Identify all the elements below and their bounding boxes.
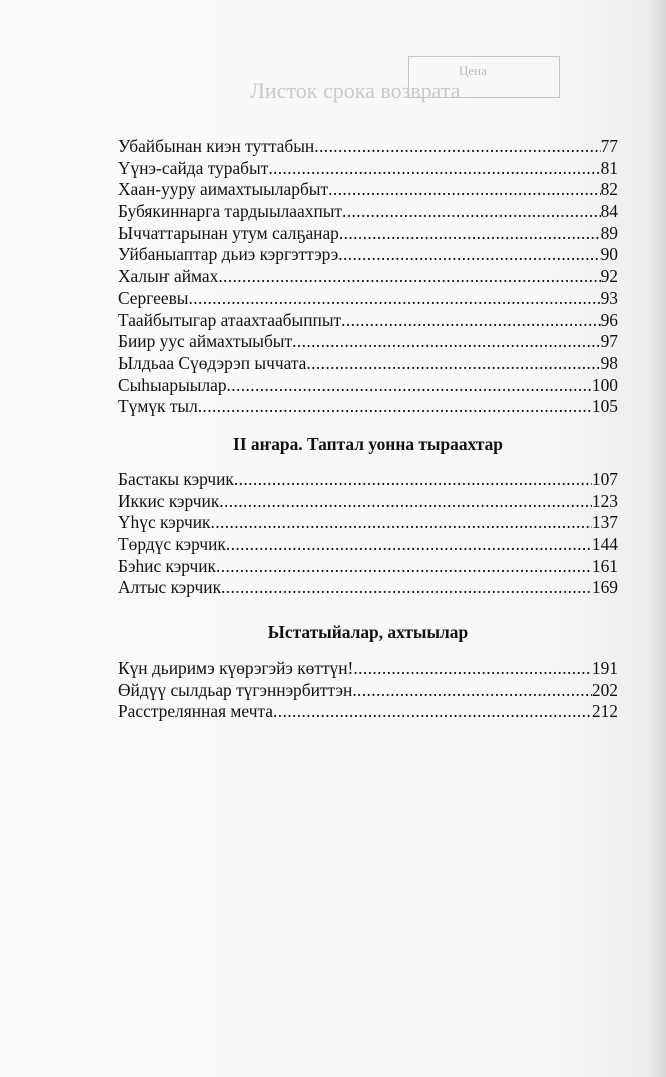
toc-entry bbox=[118, 201, 618, 223]
toc-entry-title: Расстрелянная мечта bbox=[118, 701, 273, 722]
toc-entry-title: Күн дьиримэ күөрэгэйэ көттүн! bbox=[118, 658, 354, 678]
dot-leader bbox=[342, 201, 601, 223]
toc-entry bbox=[118, 658, 618, 680]
toc-section-2 bbox=[118, 469, 618, 599]
toc-entry-title: Убайбынан киэн туттабын bbox=[118, 136, 315, 156]
price-stamp-label: Цена bbox=[459, 63, 487, 78]
toc-entry bbox=[118, 353, 618, 375]
bleed-through-header: Листок срока возврата bbox=[250, 78, 461, 103]
dot-leader bbox=[219, 491, 592, 513]
toc-entry-title: Сыһыарыылар bbox=[118, 374, 227, 395]
toc-entry-page: 90 bbox=[600, 244, 618, 265]
toc-entry-title: Ыччаттарынан утум салҕанар bbox=[118, 222, 339, 243]
dot-leader bbox=[218, 266, 600, 288]
dot-leader bbox=[221, 577, 592, 599]
dot-leader bbox=[216, 556, 592, 578]
toc-entry bbox=[118, 266, 618, 288]
dot-leader bbox=[306, 353, 600, 375]
toc-entry-page: 202 bbox=[591, 679, 618, 700]
toc-entry bbox=[118, 375, 618, 397]
toc-entry bbox=[118, 534, 618, 556]
toc-entry-title: Түмүк тыл bbox=[118, 396, 198, 417]
toc-entry-page: 98 bbox=[600, 352, 618, 373]
dot-leader bbox=[292, 331, 601, 353]
toc-entry-page: 81 bbox=[600, 157, 618, 178]
section-heading-3: Ыстатыйалар, ахтыылар bbox=[267, 622, 469, 642]
toc-entry-page: 161 bbox=[591, 555, 618, 576]
toc-entry bbox=[118, 491, 618, 513]
dot-leader bbox=[339, 223, 601, 245]
dot-leader bbox=[188, 288, 600, 310]
dot-leader bbox=[328, 179, 601, 201]
toc-entry-page: 191 bbox=[591, 658, 618, 678]
toc-entry bbox=[118, 158, 618, 180]
toc-entry bbox=[118, 469, 618, 491]
toc-entry-page: 96 bbox=[600, 309, 618, 330]
dot-leader bbox=[338, 244, 600, 266]
toc-entry bbox=[118, 223, 618, 245]
toc-section-3 bbox=[118, 658, 618, 723]
toc-entry bbox=[118, 680, 618, 702]
dot-leader bbox=[226, 534, 592, 556]
toc-section-1 bbox=[118, 136, 618, 418]
toc-entry-title: Төрдүс кэрчик bbox=[118, 534, 226, 555]
toc-entry bbox=[118, 136, 618, 158]
toc-entry bbox=[118, 512, 618, 534]
toc-entry-page: 93 bbox=[600, 287, 618, 308]
toc-entry-title: Таайбытыгар атаахтаабыппыт bbox=[118, 309, 342, 330]
toc-entry-page: 105 bbox=[591, 396, 618, 417]
toc-entry-title: Сергеевы bbox=[118, 287, 189, 308]
toc-entry-page: 137 bbox=[591, 512, 618, 533]
dot-leader bbox=[273, 701, 592, 723]
toc-entry-page: 107 bbox=[591, 469, 618, 489]
toc-entry bbox=[118, 396, 618, 418]
toc-entry bbox=[118, 244, 618, 266]
toc-entry-page: 82 bbox=[600, 179, 618, 200]
dot-leader bbox=[314, 136, 600, 158]
toc-entry-page: 92 bbox=[600, 266, 618, 287]
dot-leader bbox=[198, 396, 592, 418]
toc-entry-title: Бэһис кэрчик bbox=[118, 555, 216, 576]
dot-leader bbox=[227, 375, 592, 397]
toc-entry-title: Алтыс кэрчик bbox=[118, 577, 222, 598]
toc-entry-title: Үүнэ-сайда турабыт bbox=[118, 157, 269, 178]
toc-entry bbox=[118, 331, 618, 353]
toc-entry-title: Бастакы кэрчик bbox=[118, 469, 234, 489]
toc-entry-title: Өйдүү сылдьар түгэннэрбиттэн bbox=[118, 679, 353, 700]
price-stamp bbox=[408, 56, 560, 98]
toc-entry bbox=[118, 179, 618, 201]
toc-entry-title: Үһүс кэрчик bbox=[118, 512, 211, 533]
dot-leader bbox=[352, 680, 592, 702]
toc-entry-title: Ылдьаа Сүөдэрэп ыччата bbox=[118, 352, 307, 373]
toc-entry-page: 89 bbox=[600, 222, 618, 243]
toc-entry-title: Уйбаныаптар дьиэ кэргэттэрэ bbox=[118, 244, 339, 265]
toc-entry-title: Иккис кэрчик bbox=[118, 490, 220, 511]
toc-entry-page: 77 bbox=[600, 136, 618, 156]
dot-leader bbox=[210, 512, 591, 534]
toc-entry-page: 144 bbox=[591, 534, 618, 555]
toc-entry bbox=[118, 310, 618, 332]
dot-leader bbox=[234, 469, 592, 491]
section-heading-2: II аҥара. Таптал уонна тыраахтар bbox=[233, 434, 503, 454]
toc-entry bbox=[118, 556, 618, 578]
toc-entry bbox=[118, 288, 618, 310]
toc-entry-page: 212 bbox=[591, 701, 618, 722]
toc-entry bbox=[118, 701, 618, 723]
toc-entry bbox=[118, 577, 618, 599]
toc-entry-title: Хаан-ууру аимахтыыларбыт bbox=[118, 179, 329, 200]
dot-leader bbox=[341, 310, 601, 332]
toc-entry-page: 84 bbox=[600, 201, 618, 222]
toc-entry-title: Биир уус аймахтыыбыт bbox=[118, 331, 293, 352]
toc-entry-page: 100 bbox=[591, 374, 618, 395]
toc-entry-page: 123 bbox=[591, 490, 618, 511]
dot-leader bbox=[353, 658, 592, 680]
toc-entry-title: Бубякиннарга тардыылаахпыт bbox=[118, 201, 343, 222]
dot-leader bbox=[268, 158, 600, 180]
toc-entry-page: 169 bbox=[591, 577, 618, 598]
toc-entry-title: Халыҥ аймах bbox=[118, 266, 219, 287]
toc-entry-page: 97 bbox=[600, 331, 618, 352]
